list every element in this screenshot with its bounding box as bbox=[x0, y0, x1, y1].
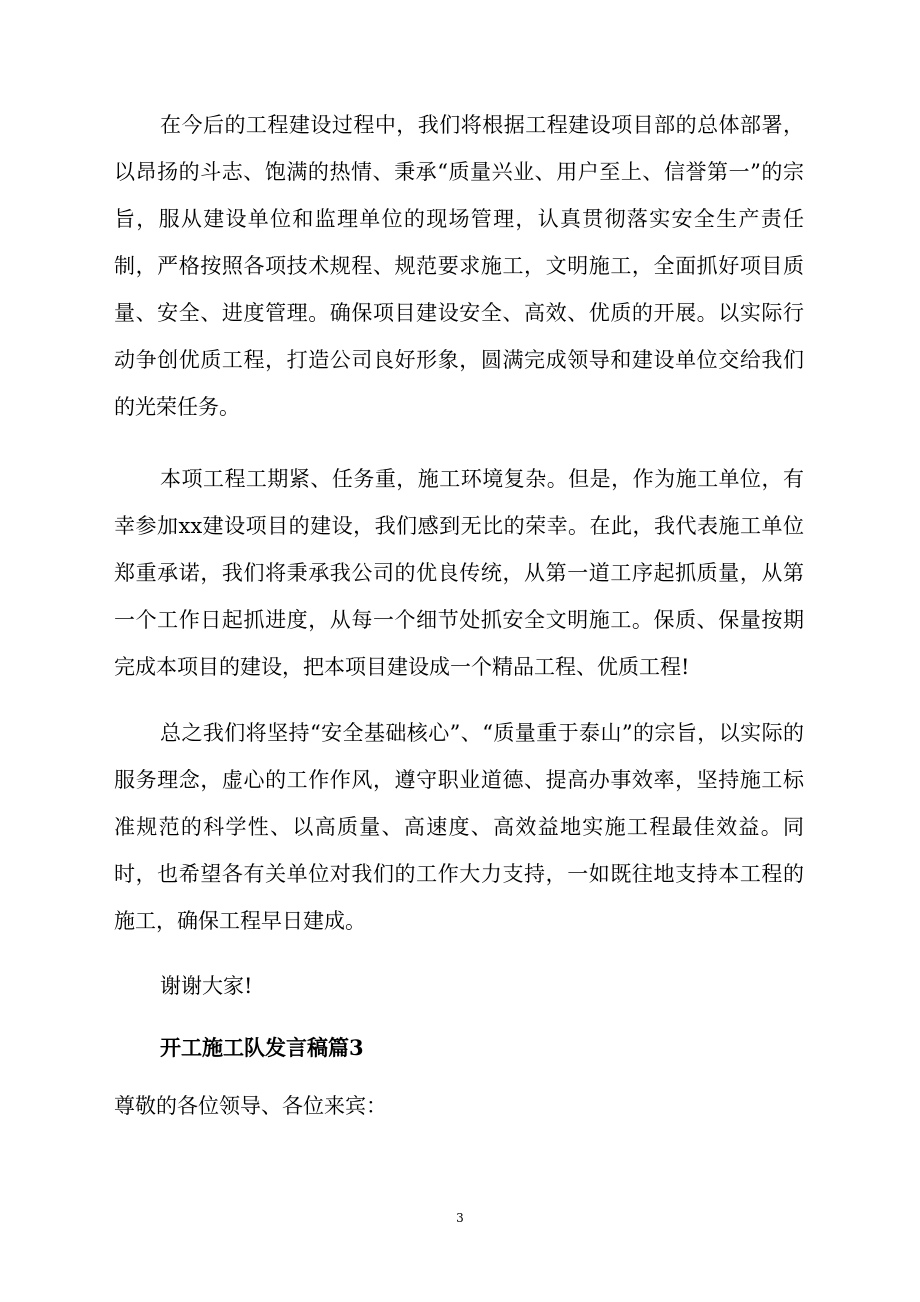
body-paragraph-1: 在今后的工程建设过程中，我们将根据工程建设项目部的总体部署，以昂扬的斗志、饱满的热情、秉承“质量兴业、用户至上、信誉第一”的宗旨，服从建设单位和监理单位的现场管理，认真贯彻落实安全生产责任制，严格按照各项技术规程、规范要求施工，文明施工，全面抓好项目质量、安全、进度管理。确保项目建设安全、高效、优质的开展。以实际行动争创优质工程，打造公司良好形象，圆满完成领导和建设单位交给我们的光荣任务。 bbox=[114, 113, 804, 419]
closing-thanks: 谢谢大家! bbox=[160, 974, 253, 998]
body-paragraph-3: 总之我们将坚持“安全基础核心”、“质量重于泰山”的宗旨，以实际的服务理念，虚心的工作作风，遵守职业道德、提高办事效率，坚持施工标准规范的科学性、以高质量、高速度、高效益地实施工程最佳效益。同时，也希望各有关单位对我们的工作大力支持，一如既往地支持本工程的施工，确保工程早日建成。 bbox=[114, 721, 804, 933]
page-number: 3 bbox=[456, 1211, 464, 1225]
salutation-line: 尊敬的各位领导、各位来宾： bbox=[114, 1094, 387, 1118]
body-paragraph-2: 本项工程工期紧、任务重，施工环境复杂。但是，作为施工单位，有幸参加xx建设项目的建设，我们感到无比的荣幸。在此，我代表施工单位郑重承诺，我们将秉承我公司的优良传统，从第一道工序起抓质量，从第一个工作日起抓进度，从每一个细节处抓安全文明施工。保质、保量按期完成本项目的建设，把本项目建设成一个精品工程、优质工程! bbox=[114, 467, 804, 679]
section-heading: 开工施工队发言稿篇3 bbox=[160, 1035, 364, 1060]
